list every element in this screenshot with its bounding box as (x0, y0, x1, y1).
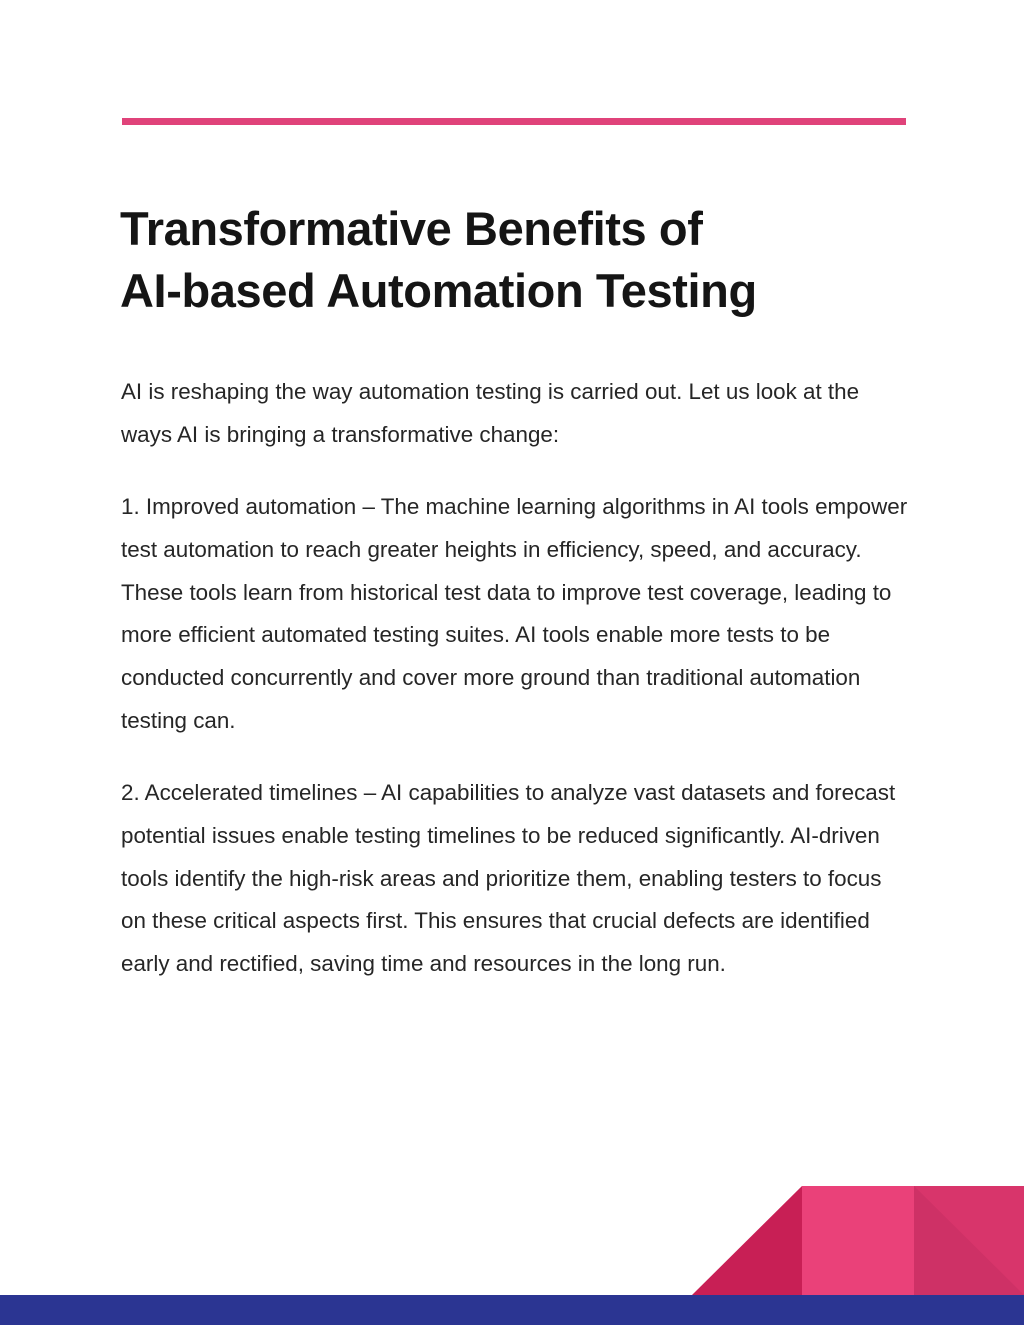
footer-navy-band (0, 1295, 1024, 1325)
page-title (120, 198, 920, 322)
footer-triangle-dark-pink (692, 1186, 802, 1295)
title-line-2: AI-based Automation Testing (120, 264, 757, 317)
benefit-paragraph-improved-automation: 1. Improved automation – The machine learning algorithms in AI tools empower test automation to reach greater heights in efficiency, speed, and accuracy. These tools learn from historical test data to improve test coverage, leading to more efficient automated testing suites. AI tools enable more tests to be conducted concurrently and cover more ground than traditional automation testing can. (121, 494, 908, 733)
title-line-1: Transformative Benefits of (120, 202, 703, 255)
intro-paragraph: AI is reshaping the way automation testing is carried out. Let us look at the ways AI is bringing a transformative change: (121, 379, 860, 447)
top-accent-rule (122, 118, 906, 125)
benefit-paragraph-accelerated-timelines: 2. Accelerated timelines – AI capabilities to analyze vast datasets and forecast potential issues enable testing timelines to be reduced significantly. AI-driven tools identify the high-risk areas and prioritize them, enabling testers to focus on these critical aspects first. This ensures that crucial defects are identified early and rectified, saving time and resources in the long run. (121, 780, 896, 977)
footer-block-pink (802, 1186, 914, 1295)
footer-decoration (0, 1180, 1024, 1325)
